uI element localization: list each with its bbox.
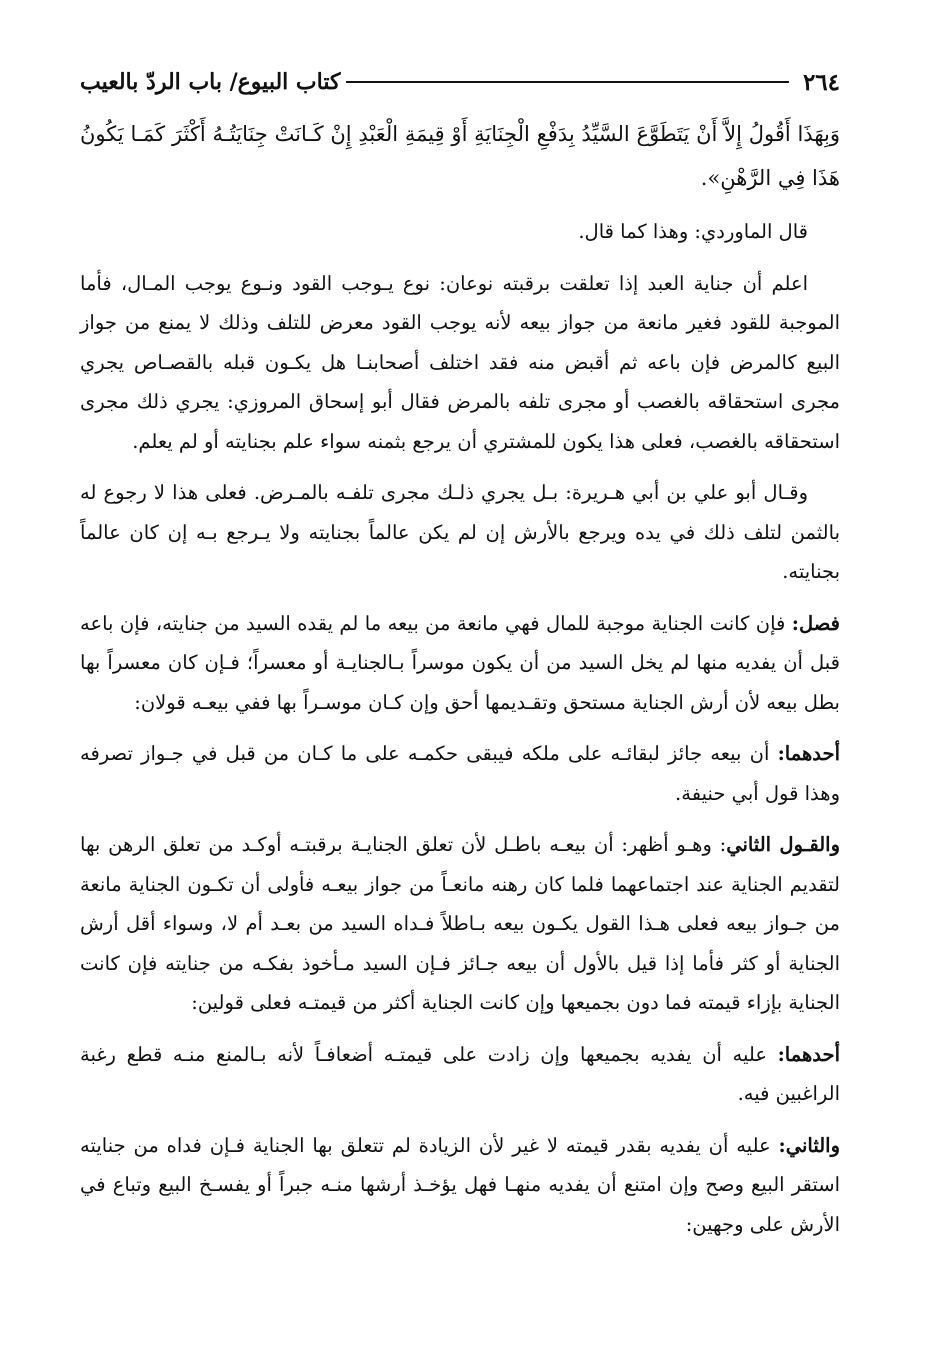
opinion-first — [80, 1035, 840, 1114]
paragraph — [80, 473, 840, 592]
opinion-first — [80, 734, 840, 813]
section-fasl — [80, 604, 840, 723]
page-body — [80, 112, 840, 1244]
book-page — [80, 62, 840, 1256]
page-number: ٢٦٤ — [802, 68, 840, 96]
quoted-text-body: وَبِهَذَا أَقُولُ إِلاَّ أَنْ يَتَطَوَّعَ السَّيِّدُ بِدَفْعِ الْجِنَايَةِ أَوْ قِيمَةِ الْعَبْدِ إِنْ كَـانَتْ جِنَايَتُـهُ أَكْثَرَ كَمَـا يَكُونُ هَذَا فِي الرَّهْنِ». — [80, 122, 840, 190]
opinion-second — [80, 825, 840, 1023]
opinion-body: عليه أن يفديه بقدر قيمته لا غير لأن الزيادة لم تتعلق بها الجناية فـإن فداه من جنايته استقر البيع وصح وإن امتنع أن يفديه منهـا فهل يؤخـذ أرشها منـه جبراً أو يفسـخ البيع وتباع في الأرش على وجهين: — [80, 1133, 840, 1236]
opinion-body: : وهـو أظهر: أن بيعـه باطـل لأن تعلق الجنايـة برقبتـه أوكـد من تعلق الرهن بها لتقديم الجناية عند اجتماعهما فلما كان رهنه مانعـاً من جواز بيعـه فأولى أن تكـون الجناية مانعة من جـواز بيعه فعلى هـذا القول يكـون بيعه بـاطلاً فـداه السيد من بعـد أم لا، وسواء أقل أرش الجناية أو كثر فأما إذا قيل بالأول أن بيعه جـائز فـإن السيد مـأخوذ بفكـه من جنايته فإن كانت الجناية بإزاء قيمته فما دون بجميعها وإن كانت الجناية أكثر من قيمتـه فعلى قولين: — [80, 833, 840, 1014]
section-body: فإن كانت الجناية موجبة للمال فهي مانعة من بيعه ما لم يقده السيد من جنايته، فإن باعه قبل أن يفديه منها لم يخل السيد من أن يكون موسراً بـالجنايـة أو معسراً؛ فـإن كان معسراً بها بطل بيعه لأن أرش الجناية مستحق وتقـديمها أحق وإن كـان موسـراً بها ففي بيعـه قولان: — [80, 611, 840, 714]
mawardi-statement — [80, 212, 840, 252]
opinion-label: أحدهما: — [777, 1042, 840, 1066]
page-header — [80, 62, 840, 102]
paragraph-body: اعلم أن جناية العبد إذا تعلقت برقبته نوعان: نوع يـوجب القود ونـوع يوجب المـال، فأما الموجبة للقود فغير مانعة من جواز بيعه لأنه يوجب القود معرض للتلف وذلك لا يمنع من جواز البيع كالمرض فإن باعه ثم أقبض منه فقد اختلف أصحابنـا هل يكـون قبله بالقصـاص يجري مجرى استحقاقه بالغصب أو مجرى تلفه بالمرض فقال أبو إسحاق المروزي: يجري ذلك مجرى استحقاقه بالغصب، فعلى هذا يكون للمشتري أن يرجع بثمنه سواء علم بجنايته أو لم يعلم. — [80, 271, 840, 453]
header-rule — [346, 81, 788, 83]
opinion-label: والقـول الثاني — [726, 833, 840, 856]
section-heading: فصل: — [791, 611, 840, 635]
paragraph-body: وقـال أبو علي بن أبي هـريرة: بـل يجري ذلـك مجرى تلفـه بالمـرض. فعلى هذا لا رجوع له بالثمن لتلف ذلك في يده ويرجع بالأرش إن لم يكن عالماً بجنايته ولا يـرجع بـه إن كان عالماً بجنايته. — [80, 481, 840, 583]
opinion-body: عليه أن يفديه بجميعها وإن زادت على قيمتـه أضعافـاً لأنه بـالمنع منـه قطع رغبة الراغبين فيه. — [80, 1042, 840, 1105]
opinion-label: أحدهما: — [777, 742, 840, 765]
quoted-text — [80, 112, 840, 200]
mawardi-statement-body: قال الماوردي: وهذا كما قال. — [578, 220, 808, 243]
opinion-second — [80, 1126, 840, 1245]
opinion-body: أن بيعه جائز لبقائـه على ملكه فيبقى حكمـه على ما كـان من قبل في جـواز تصرفه وهذا قول أبي حنيفة. — [80, 742, 840, 805]
opinion-label: والثاني: — [778, 1133, 840, 1157]
paragraph — [80, 264, 840, 462]
running-title: كتاب البيوع/ باب الردّ بالعيب — [80, 69, 341, 95]
